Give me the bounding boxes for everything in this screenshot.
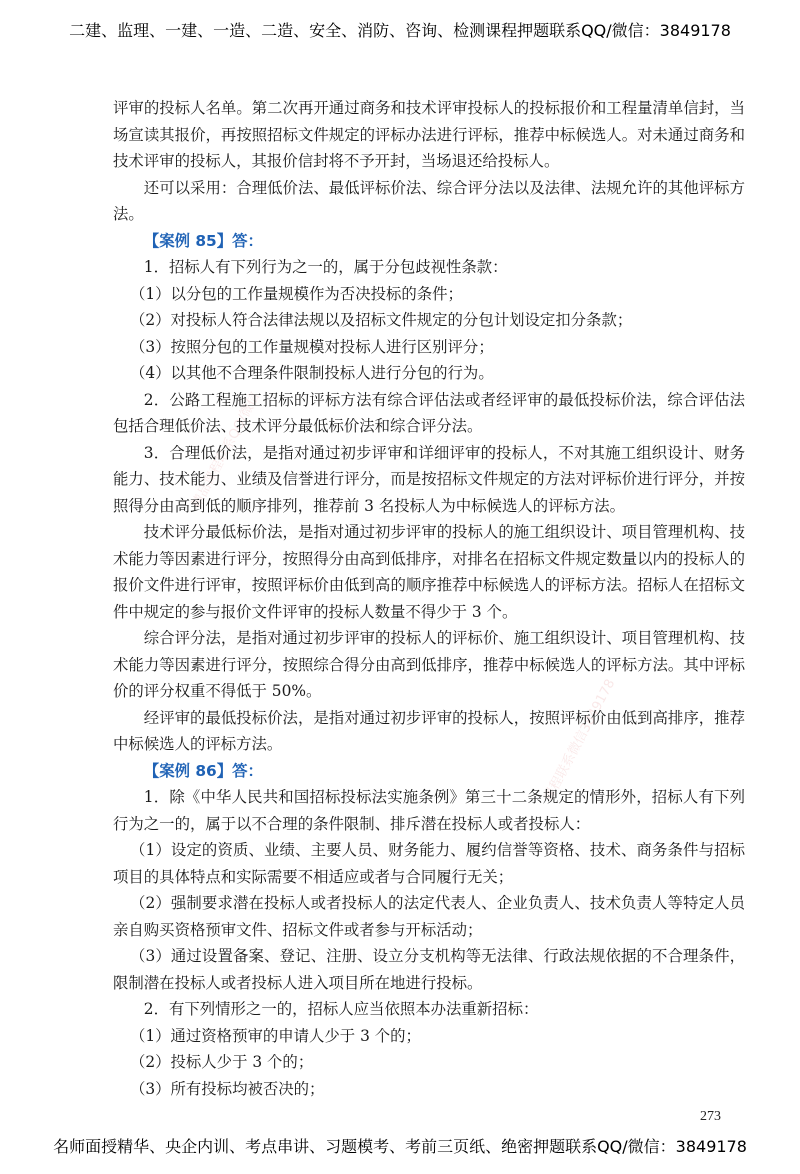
- list-item: （1）设定的资质、业绩、主要人员、财务能力、履约信誉等资格、技术、商务条件与招标项目的具体特点和实际需要不相适应或者与合同履行无关；: [113, 841, 745, 886]
- paragraph: 技术评分最低标价法，是指对通过初步评审的投标人的施工组织设计、项目管理机构、技术能力等因素进行评分，按照得分由高到低排序，对排名在招标文件规定数量以内的投标人的报价文件进行评审，按照评标价由低到高的顺序推荐中标候选人的评标方法。招标人在招标文件中规定的参与报价文件评审的投标人数量不得少于 3 个。: [113, 523, 745, 621]
- paragraph: 3．合理低价法，是指对通过初步评审和详细评审的投标人，不对其施工组织设计、财务能力、技术能力、业绩及信誉进行评分，而是按招标文件规定的方法对评标价进行评分，并按照得分由高到低的顺序排列，推荐前 3 名投标人为中标候选人的评标方法。: [113, 443, 745, 515]
- list-item: （1）通过资格预审的申请人少于 3 个的；: [129, 1026, 421, 1045]
- case-85-heading: 【案例 85】答：: [143, 231, 263, 250]
- paragraph: 经评审的最低投标价法，是指对通过初步评审的投标人，按照评标价由低到高排序，推荐中标候选人的评标方法。: [113, 708, 745, 753]
- watermark-left: 精品课程联系QQ/微信: [189, 390, 264, 511]
- paragraph: 综合评分法，是指对通过初步评审的投标人的评标价、施工组织设计、项目管理机构、技术能力等因素进行评分，按照综合得分由高到低排序，推荐中标候选人的评标方法。其中评标价的评分权重不得低于 50%。: [113, 629, 745, 700]
- list-item: （2）强制要求潜在投标人或者投标人的法定代表人、企业负责人、技术负责人等特定人员亲自购买资格预审文件、招标文件或者参与开标活动；: [113, 894, 745, 939]
- watermark-right: 课程联系微信3849178: [541, 676, 619, 804]
- list-item: （3）按照分包的工作量规模对投标人进行区别评分；: [129, 337, 494, 356]
- list-item: （3）所有投标均被否决的；: [129, 1079, 325, 1098]
- list-item: （4）以其他不合理条件限制投标人进行分包的行为。: [129, 364, 494, 382]
- paragraph: 还可以采用：合理低价法、最低评标价法、综合评分法以及法律、法规允许的其他评标方法。: [113, 178, 745, 223]
- paragraph: 1．除《中华人民共和国招标投标法实施条例》第三十二条规定的情形外，招标人有下列行为之一的，属于以不合理的条件限制、排斥潜在投标人或者投标人：: [113, 788, 745, 833]
- case-86-heading: 【案例 86】答：: [143, 761, 263, 780]
- list-item: （3）通过设置备案、登记、注册、设立分支机构等无法律、行政法规依据的不合理条件，限制潜在投标人或者投标人进入项目所在地进行投标。: [113, 947, 745, 992]
- page-body: [113, 95, 745, 1102]
- paragraph: 评审的投标人名单。第二次再开通过商务和技术评审投标人的投标报价和工程量清单信封，当场宣读其报价，再按照招标文件规定的评标办法进行评标，推荐中标候选人。对未通过商务和技术评审的投标人，其报价信封将不予开封，当场退还给投标人。: [113, 99, 745, 170]
- page-number: 273: [700, 1109, 721, 1124]
- paragraph: 2．有下列情形之一的，招标人应当依照本办法重新招标：: [143, 1000, 539, 1018]
- paragraph: 1．招标人有下列行为之一的，属于分包歧视性条款：: [143, 258, 508, 276]
- bottom-promo-banner: 名师面授精华、央企内训、考点串讲、习题模考、考前三页纸、绝密押题联系QQ/微信：3849178: [53, 1137, 747, 1156]
- top-promo-banner: 二建、监理、一建、一造、二造、安全、消防、咨询、检测课程押题联系QQ/微信：3849178: [69, 21, 731, 40]
- paragraph: 2．公路工程施工招标的评标方法有综合评估法或者经评审的最低投标价法，综合评估法包括合理低价法、技术评分最低标价法和综合评分法。: [113, 390, 745, 435]
- list-item: （2）对投标人符合法律法规以及招标文件规定的分包计划设定扣分条款；: [129, 311, 633, 329]
- list-item: （1）以分包的工作量规模作为否决投标的条件；: [129, 284, 463, 303]
- list-item: （2）投标人少于 3 个的；: [129, 1053, 314, 1071]
